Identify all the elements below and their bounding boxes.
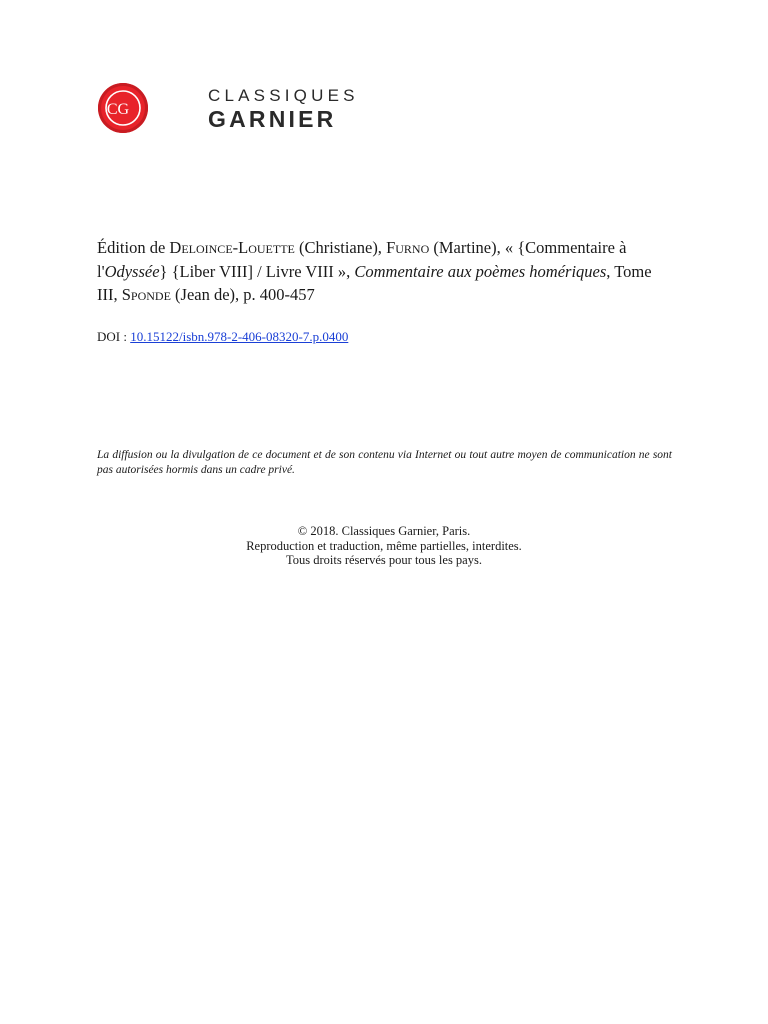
logo-word-garnier: GARNIER bbox=[208, 106, 337, 132]
logo-word-classiques: CLASSIQUES bbox=[208, 86, 359, 105]
citation-part: (Jean de), p. 400-457 bbox=[170, 285, 315, 304]
copyright-line: © 2018. Classiques Garnier, Paris. bbox=[297, 524, 471, 538]
logo-mark-letters: CG bbox=[106, 101, 130, 118]
doi-line bbox=[97, 329, 348, 345]
citation-part: (Christiane), bbox=[294, 238, 387, 257]
publisher-logo bbox=[96, 80, 386, 136]
author-name: Sponde bbox=[121, 285, 171, 304]
legal-notice: La diffusion ou la divulgation de ce document et de son contenu via Internet ou tout autre moyen de communication ne sont pas autorisées hormis dans un cadre privé. bbox=[97, 449, 672, 476]
citation-part: (Martine), « {Commentaire à l' bbox=[97, 238, 627, 281]
doi-link[interactable]: 10.15122/isbn.978-2-406-08320-7.p.0400 bbox=[130, 329, 349, 344]
cg-logo-icon bbox=[98, 83, 148, 133]
citation-text bbox=[97, 236, 673, 307]
copyright-block bbox=[0, 524, 768, 568]
copyright-line: Tous droits réservés pour tous les pays. bbox=[286, 553, 482, 567]
citation-part: } {Liber VIII] / Livre VIII », bbox=[159, 261, 355, 281]
author-name: Furno bbox=[386, 238, 430, 257]
book-title: Commentaire aux poèmes homériques bbox=[354, 261, 607, 281]
work-title: Odyssée bbox=[104, 261, 160, 281]
citation-part: , Tome III, bbox=[97, 261, 652, 304]
author-name: Deloince-Louette bbox=[169, 238, 295, 257]
doi-label: DOI : bbox=[97, 329, 131, 344]
citation-part: Édition de bbox=[97, 238, 170, 257]
copyright-line: Reproduction et traduction, même partielles, interdites. bbox=[246, 538, 522, 553]
